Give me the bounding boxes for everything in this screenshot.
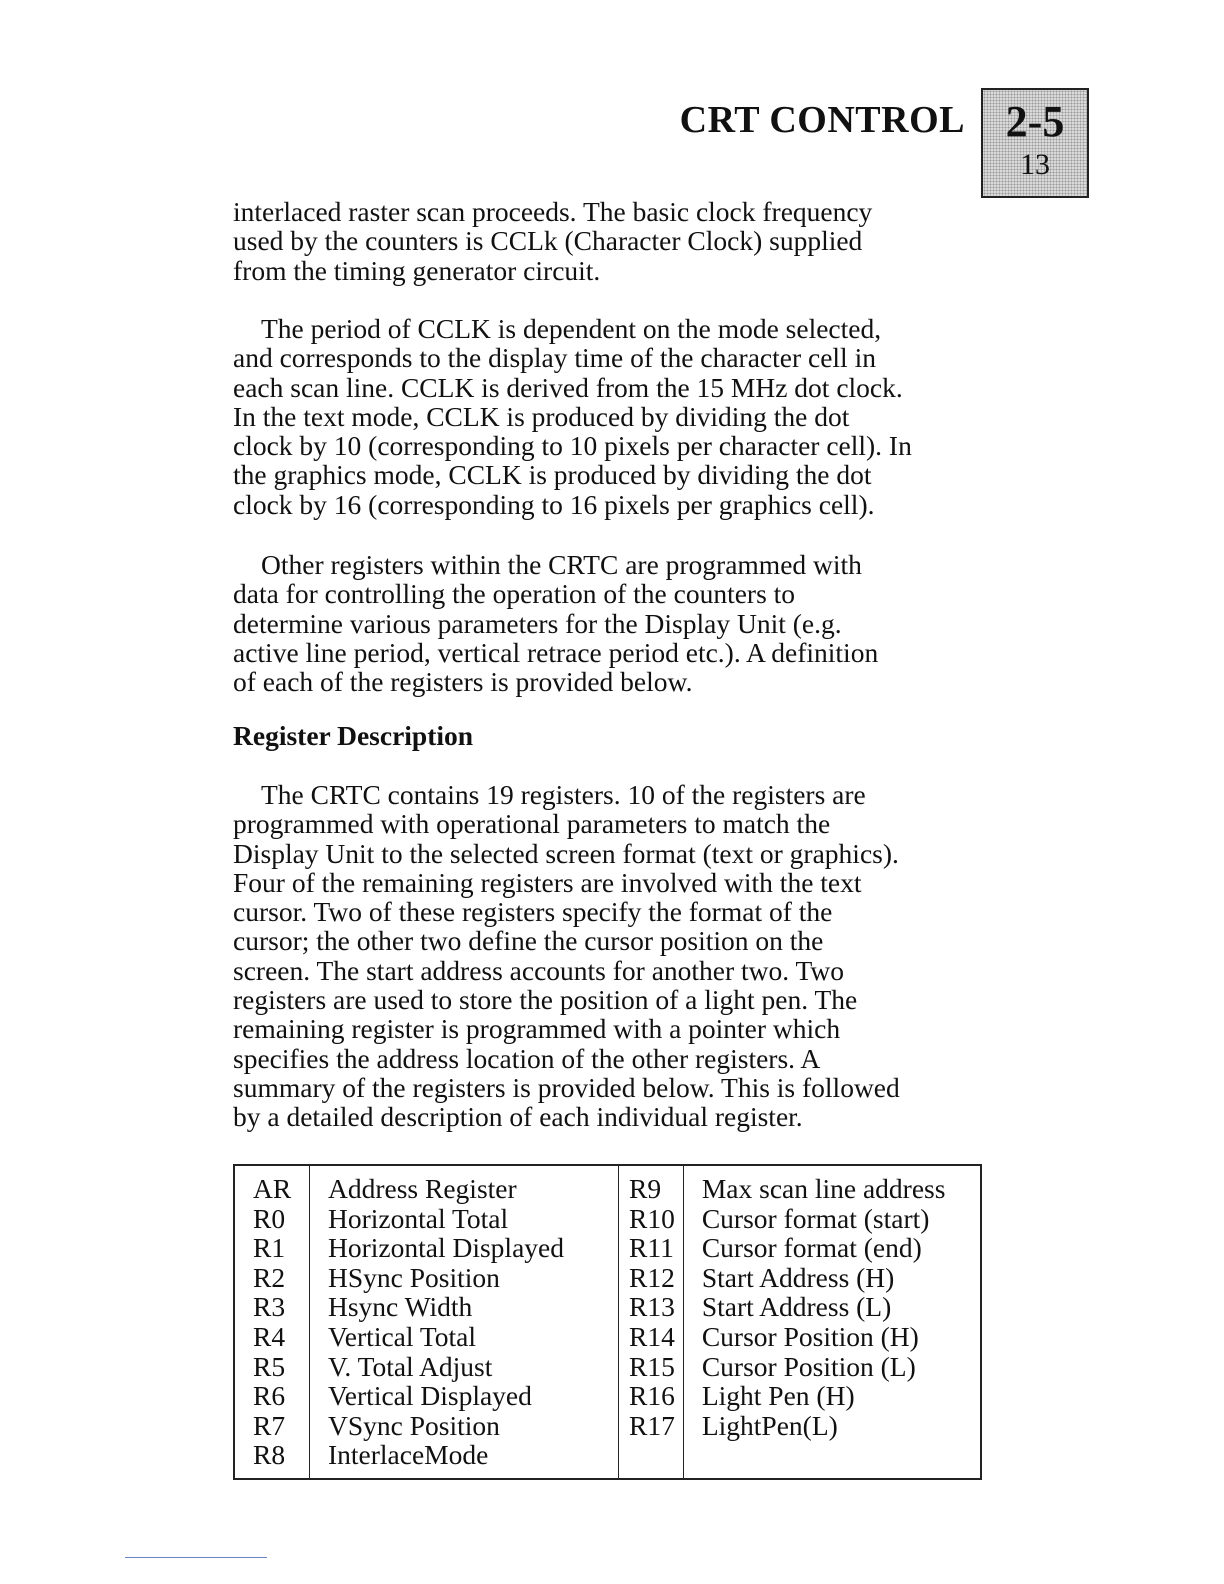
paragraph-line: cursor; the other two define the cursor position on the [233,925,824,957]
section-tab [981,88,1089,198]
paragraph-line: remaining register is programmed with a pointer which [233,1013,841,1045]
register-id: R4 [253,1320,286,1352]
paragraph-3 [233,550,993,696]
paragraph-line: determine various parameters for the Display Unit (e.g. [233,607,842,639]
table-row [234,1165,981,1479]
register-id: R17 [629,1409,675,1441]
paragraph-line: screen. The start address accounts for another two. Two [233,954,845,986]
register-name: Cursor Position (H) [701,1320,919,1352]
paragraph-line: data for controlling the operation of the counters to [233,578,796,610]
register-name: Horizontal Total [328,1202,509,1234]
left-register-name-column [310,1165,619,1479]
register-id: R10 [629,1202,675,1234]
register-name: Start Address (H) [701,1261,895,1293]
paragraph-1 [233,197,993,285]
register-name: Cursor Position (L) [701,1350,916,1382]
register-id: R16 [629,1380,675,1412]
paragraph-line: programmed with operational parameters to match the [233,808,831,840]
paragraph-line: each scan line. CCLK is derived from the 15 MHz dot clock. [233,371,903,403]
register-id: R3 [253,1291,286,1323]
register-id: R12 [629,1261,675,1293]
paragraph-line: Four of the remaining registers are involved with the text [233,866,862,898]
register-name: InterlaceMode [328,1439,489,1471]
paragraph-line: of each of the registers is provided below. [233,666,693,698]
paragraph-line: specifies the address location of the other registers. A [233,1042,821,1074]
register-id: R11 [629,1232,674,1264]
register-name: Hsync Width [328,1291,473,1323]
register-name: VSync Position [328,1409,500,1441]
paragraph-line: interlaced raster scan proceeds. The basic clock frequency [233,196,873,227]
register-id: R5 [253,1350,286,1382]
register-id: R7 [253,1409,286,1441]
paragraph-line: clock by 10 (corresponding to 10 pixels per character cell). In [233,430,912,462]
register-name: Max scan line address [701,1173,946,1204]
register-id: R1 [253,1232,286,1264]
register-id: R15 [629,1350,675,1382]
paragraph-line: from the timing generator circuit. [233,254,601,286]
right-register-id-column [619,1165,684,1479]
paragraph-line: cursor. Two of these registers specify the format of the [233,896,833,928]
paragraph-line: Other registers within the CRTC are programmed with [261,549,862,580]
paragraph-line: clock by 16 (corresponding to 16 pixels per graphics cell). [233,488,875,520]
register-id: R8 [253,1439,286,1471]
register-name: Cursor format (start) [701,1202,930,1234]
register-name: Horizontal Displayed [328,1232,564,1264]
register-name: Address Register [328,1173,517,1204]
register-summary-table [233,1164,982,1480]
page-number: 13 [1020,148,1050,181]
register-name: HSync Position [328,1261,500,1293]
paragraph-4 [233,780,993,1132]
paragraph-line: summary of the registers is provided below. This is followed [233,1071,900,1103]
register-id: R6 [253,1380,286,1412]
section-heading: Register Description [233,720,474,751]
section-number: 2-5 [1005,97,1065,146]
register-name: LightPen(L) [701,1409,838,1441]
paragraph-line: The period of CCLK is dependent on the mode selected, [261,313,882,344]
register-id: R2 [253,1261,286,1293]
register-name: Cursor format (end) [701,1232,922,1264]
paragraph-line: In the text mode, CCLK is produced by dividing the dot [233,400,850,432]
paragraph-line: the graphics mode, CCLK is produced by dividing the dot [233,459,872,491]
register-id: R0 [253,1202,286,1234]
paragraph-line: The CRTC contains 19 registers. 10 of the registers are [261,779,866,810]
paragraph-line: used by the counters is CCLk (Character Clock) supplied [233,225,863,257]
register-name: V. Total Adjust [328,1350,493,1382]
page-title: CRT CONTROL [679,99,965,141]
paragraph-line: active line period, vertical retrace period etc.). A definition [233,636,879,668]
paragraph-line: by a detailed description of each individual register. [233,1101,803,1133]
register-id: R9 [629,1173,662,1204]
register-id: AR [253,1173,292,1204]
register-name: Light Pen (H) [701,1380,855,1412]
paragraph-2 [233,314,993,519]
right-register-name-column [683,1165,981,1479]
register-id: R13 [629,1291,675,1323]
register-name: Start Address (L) [701,1291,892,1323]
paragraph-line: Display Unit to the selected screen format (text or graphics). [233,837,899,869]
footer-rule [125,1557,267,1558]
register-name: Vertical Total [328,1320,477,1352]
register-id: R14 [629,1320,675,1352]
left-register-id-column [234,1165,310,1479]
register-name: Vertical Displayed [328,1380,532,1412]
paragraph-line: and corresponds to the display time of the character cell in [233,342,876,374]
paragraph-line: registers are used to store the position of a light pen. The [233,984,858,1016]
